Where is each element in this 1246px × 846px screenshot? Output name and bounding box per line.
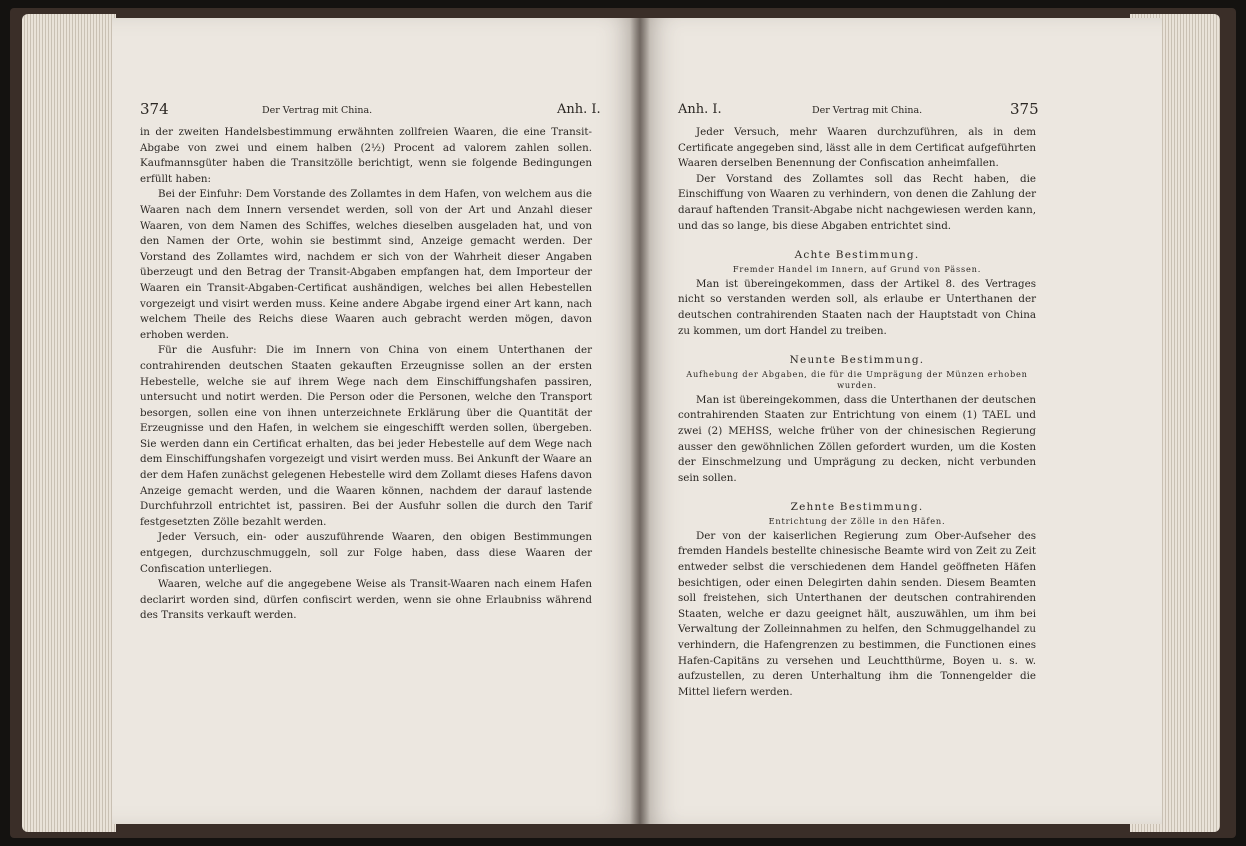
running-title: Der Vertrag mit China. — [262, 105, 373, 116]
paragraph: Jeder Versuch, mehr Waaren durchzuführen, als in dem Certificate angegeben sind, lässt alle in dem Certificat aufgeführten Waaren derselben Benennung der Confiscation anheimfallen. — [678, 126, 1036, 170]
left-page-body — [140, 125, 592, 624]
paragraph: Jeder Versuch, ein- oder auszuführende Waaren, den obigen Bestimmungen entgegen, durchzuschmuggeln, soll zur Folge haben, dass diese Waaren der Confiscation unterliegen. — [140, 531, 592, 575]
paragraph: Waaren, welche auf die angegebene Weise als Transit-Waaren nach einem Hafen declarirt worden sind, dürfen confiscirt werden, wenn sie ohne Erlaubniss während des Transits verkauft werden. — [140, 578, 592, 622]
section-title: Zehnte Bestimmung. — [790, 501, 924, 514]
paragraph: Man ist übereingekommen, dass der Artikel 8. des Vertrages nicht so verstanden werden soll, als erlaube er Unterthanen der deutschen contrahirenden Staaten nach der Hauptstadt von China zu kommen, um dort Handel zu treiben. — [678, 277, 1036, 337]
section-subtitle: Fremder Handel im Innern, auf Grund von Pässen. — [732, 263, 982, 274]
page-number: 375 — [1010, 100, 1039, 118]
paragraph: Der Vorstand des Zollamtes soll das Recht haben, die Einschiffung von Waaren zu verhindern, von denen die Zahlung der darauf haftenden Transit-Abgabe nicht nachgewiesen werden kann, und das so lange, bis diese Abgaben entrichtet sind. — [678, 172, 1036, 232]
section-title: Neunte Bestimmung. — [789, 354, 925, 367]
book-gutter — [630, 18, 650, 824]
right-page-body — [678, 125, 1036, 700]
running-title: Der Vertrag mit China. — [812, 105, 923, 116]
section-title: Achte Bestimmung. — [794, 249, 920, 262]
left-page — [112, 18, 640, 824]
page-number: 374 — [140, 100, 169, 118]
section-subtitle: Aufhebung der Abgaben, die für die Umprägung der Münzen erhoben wurden. — [686, 368, 1028, 390]
left-page-header — [112, 102, 640, 122]
section-subtitle: Entrichtung der Zölle in den Häfen. — [768, 515, 946, 526]
section-mark: Anh. I. — [678, 102, 722, 117]
paragraph: in der zweiten Handelsbestimmung erwähnten zollfreien Waaren, die eine Transit-Abgabe von zwei und einem halben (2½) Procent ad valorem zahlen sollen. Kaufmannsgüter haben die Transitzölle berichtigt, wenn sie folgende Bedingungen erfüllt haben: — [140, 126, 592, 185]
paragraph: Man ist übereingekommen, dass die Unterthanen der deutschen contrahirenden Staaten zur Entrichtung von einem (1) TAEL und zwei (2) MEHSS, welche früher von der chinesischen Regierung ausser den gewöhnlichen Zöllen gefordert wurden, um die Kosten der Einschmelzung und Umprägung zu decken, nicht verbunden sein sollen. — [678, 393, 1036, 484]
paragraph: Bei der Einfuhr: Dem Vorstande des Zollamtes in dem Hafen, von welchem aus die Waaren nach dem Innern versendet werden, soll von der Art und Anzahl dieser Waaren, von dem Namen des Schiffes, welches dieselben ausgeladen hat, und von den Namen der Orte, wohin sie bestimmt sind, Anzeige gemacht werden. Der Vorstand des Zollamtes wird, nachdem er sich von der Wahrheit dieser Angaben überzeugt und den Betrag der Transit-Abgaben empfangen hat, dem Importeur der Waaren ein Transit-Abgaben-Certificat aushändigen, welches bei allen Hebestellen vorgezeigt und visirt werden muss. Keine andere Abgabe irgend einer Art kann, nach welchem Theile des Reichs diese Waaren auch gebracht werden mögen, davon erhoben werden. — [140, 188, 592, 341]
right-page — [640, 18, 1162, 824]
paragraph: Für die Ausfuhr: Die im Innern von China von einem Unterthanen der contrahirenden deutschen Staaten gekauften Erzeugnisse sollen an der ersten Hebestelle, welche sie auf ihrem Wege nach dem Einschiffungshafen passiren, untersucht und notirt werden. Die Person oder die Personen, welche den Transport besorgen, sollen eine von ihnen unterzeichnete Erklärung über die Quantität der Erzeugnisse und den Hafen, in welchem sie eingeschifft werden sollen, übergeben. Sie werden dann ein Certificat erhalten, das bei jeder Hebestelle auf dem Wege nach dem Einschiffungshafen vorgezeigt und visirt werden muss. Bei Ankunft der Waare an der dem Hafen zunächst gelegenen Hebestelle wird dem Zollamt dieses Hafens davon Anzeige gemacht werden, und die Waaren können, nachdem der darauf lastende Durchfuhrzoll entrichtet ist, passiren. Bei der Ausfuhr sollen die durch den Tarif festgesetzten Zölle bezahlt werden. — [140, 344, 592, 528]
section-mark: Anh. I. — [557, 102, 601, 117]
right-page-header — [640, 102, 1162, 122]
left-page-edges — [22, 14, 116, 832]
paragraph: Der von der kaiserlichen Regierung zum Ober-Aufseher des fremden Handels bestellte chinesische Beamte wird von Zeit zu Zeit entweder selbst die verschiedenen dem Handel geöffneten Häfen besichtigen, oder einen Delegirten dahin senden. Diesem Beamten soll freistehen, sich Unterthanen der deutschen contrahirenden Staaten, welche er dazu geeignet hält, auszuwählen, um ihm bei Verwaltung der Zolleinnahmen zu helfen, den Schmuggelhandel zu verhindern, die Hafengrenzen zu bestimmen, die Functionen eines Hafen-Capitäns zu versehen und Leuchtthürme, Boyen u. s. w. aufzustellen, zu deren Unterhaltung ihm die Tonnengelder die Mittel liefern werden. — [678, 529, 1036, 698]
